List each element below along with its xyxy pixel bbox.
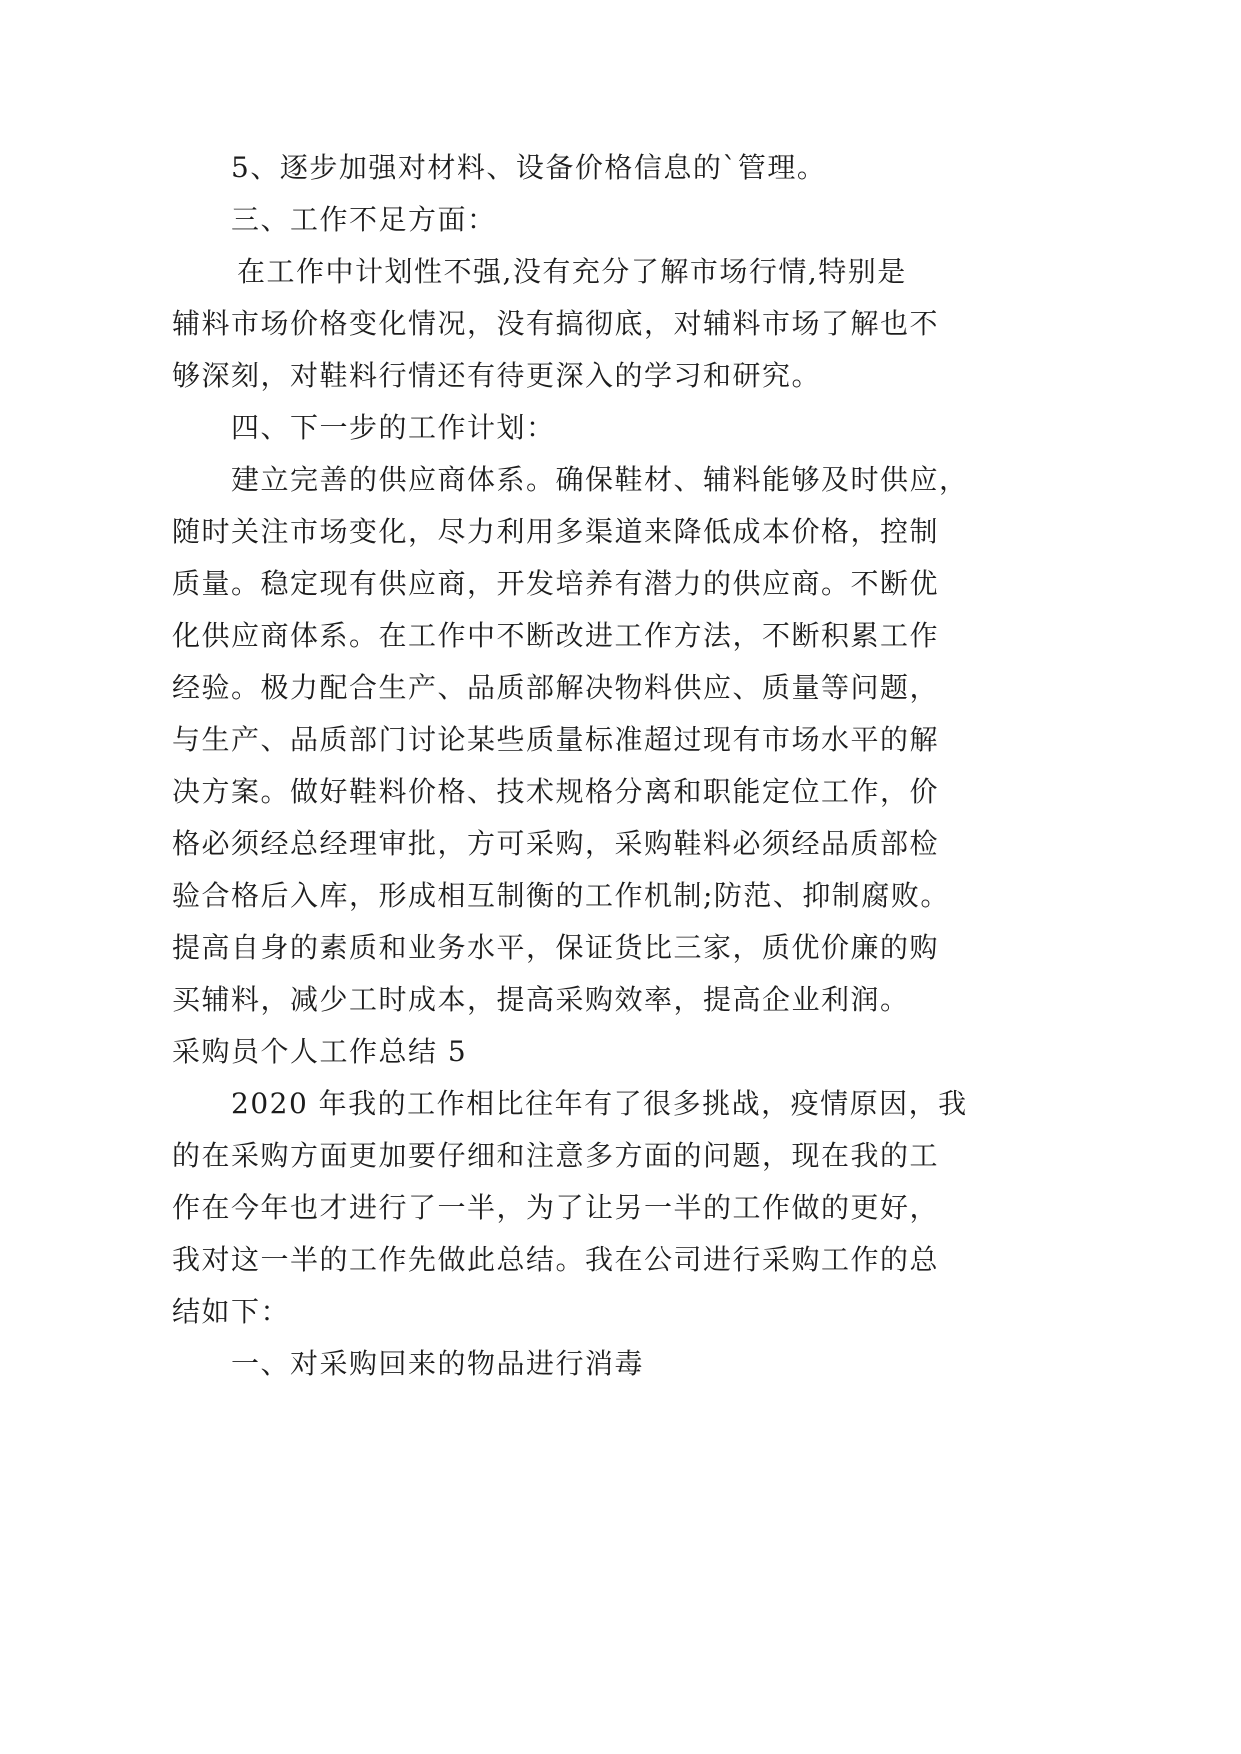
text-line: 格必须经总经理审批，方可采购，采购鞋料必须经品质部检 [172, 827, 940, 860]
text-line: 随时关注市场变化，尽力利用多渠道来降低成本价格，控制 [172, 515, 940, 548]
text-line: 辅料市场价格变化情况，没有搞彻底，对辅料市场了解也不 [172, 307, 940, 340]
text-line: 2020 年我的工作相比往年有了很多挑战，疫情原因，我 [231, 1087, 968, 1120]
text-line: 结如下： [172, 1295, 291, 1328]
paragraph-heading [172, 194, 1241, 246]
text-line: 我对这一半的工作先做此总结。我在公司进行采购工作的总 [172, 1243, 940, 1276]
paragraph-heading [172, 1338, 1241, 1390]
text-line: 化供应商体系。在工作中不断改进工作方法，不断积累工作 [172, 619, 940, 652]
text-line: 作在今年也才进行了一半，为了让另一半的工作做的更好， [172, 1191, 940, 1224]
text-line: 四、下一步的工作计划： [231, 411, 556, 444]
text-line: 验合格后入库，形成相互制衡的工作机制;防范、抑制腐败。 [172, 879, 950, 912]
text-line: 与生产、品质部门讨论某些质量标准超过现有市场水平的解 [172, 723, 940, 756]
text-line: 三、工作不足方面： [231, 203, 497, 236]
text-line: 提高自身的素质和业务水平，保证货比三家，质优价廉的购 [172, 931, 940, 964]
section-title: 采购员个人工作总结 5 [172, 1035, 468, 1068]
text-line: 的在采购方面更加要仔细和注意多方面的问题，现在我的工 [172, 1139, 940, 1172]
paragraph [172, 246, 1241, 402]
text-line: 买辅料，减少工时成本，提高采购效率，提高企业利润。 [172, 983, 910, 1016]
text-line: 5、逐步加强对材料、设备价格信息的`管理。 [231, 151, 827, 184]
text-line: 在工作中计划性不强,没有充分了解市场行情,特别是 [237, 255, 907, 288]
text-line: 够深刻，对鞋料行情还有待更深入的学习和研究。 [172, 359, 822, 392]
paragraph-heading [172, 402, 1241, 454]
text-line: 决方案。做好鞋料价格、技术规格分离和职能定位工作，价 [172, 775, 940, 808]
paragraph [172, 142, 1241, 194]
text-line: 建立完善的供应商体系。确保鞋材、辅料能够及时供应， [231, 463, 969, 496]
text-line: 一、对采购回来的物品进行消毒 [231, 1347, 645, 1380]
paragraph [172, 1078, 1241, 1338]
paragraph [172, 454, 1241, 1026]
text-line: 经验。极力配合生产、品质部解决物料供应、质量等问题， [172, 671, 940, 704]
text-line: 质量。稳定现有供应商，开发培养有潜力的供应商。不断优 [172, 567, 940, 600]
